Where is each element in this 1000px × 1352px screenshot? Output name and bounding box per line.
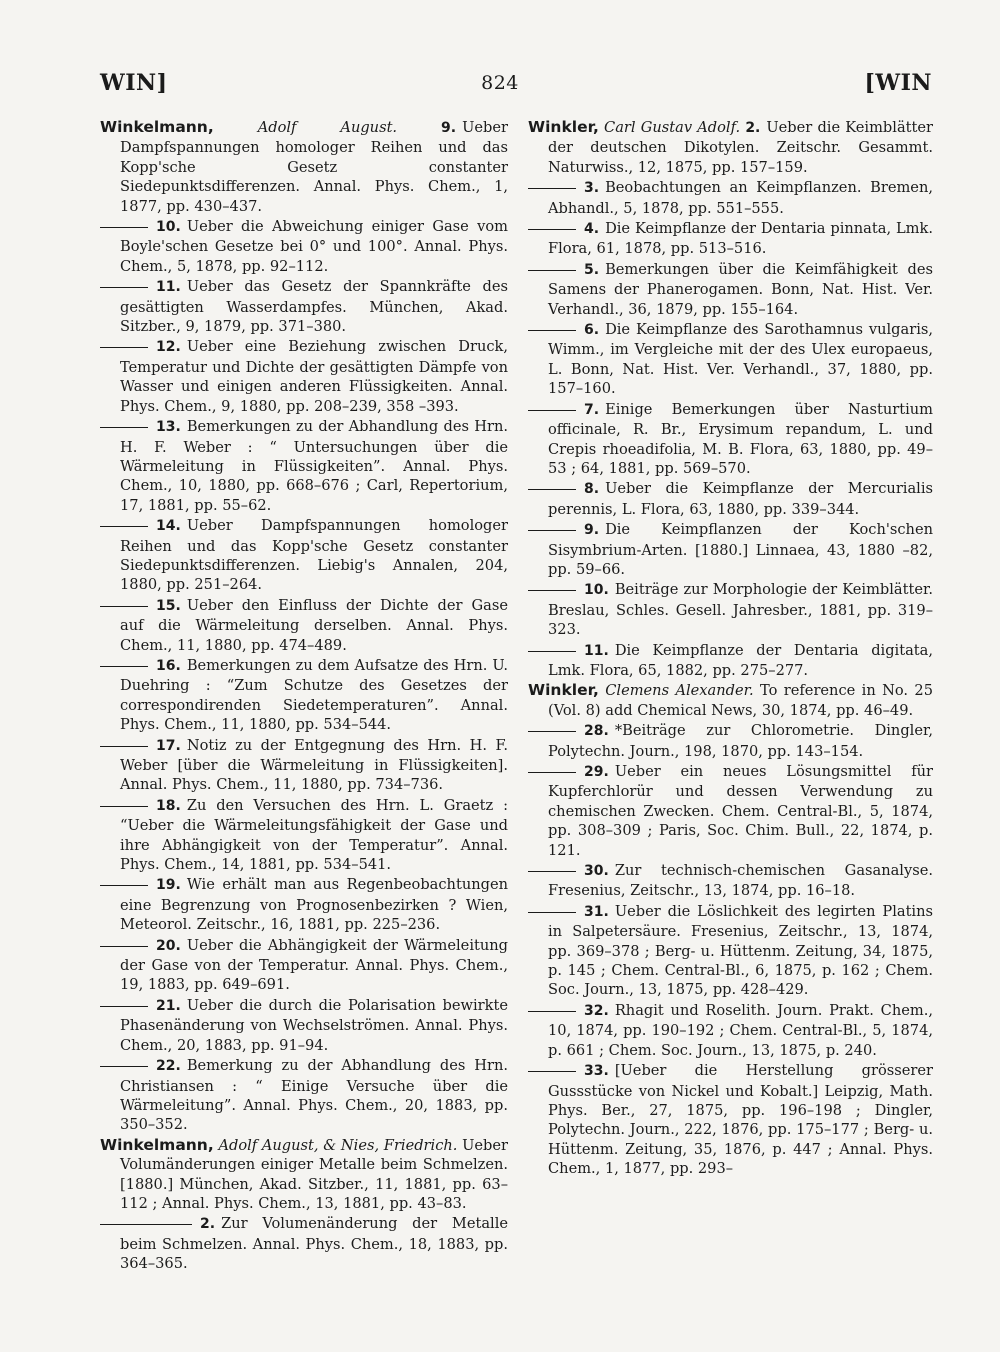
entry-text: Wie erhält man aus Regenbeobachtungen eine Begrenzung von Prognosenbezirken ? Wien, Meteorol. Zeitschr., 16, 1881, pp. 225–236. — [120, 876, 508, 934]
entry-text: Ueber Dampfspannungen homologer Reihen und das Kopp'sche Gesetz constanter Siedepunktsdifferenzen. Liebig's Annalen, 204, 1880, pp. 251–264. — [120, 517, 508, 594]
entry-text: Ueber das Gesetz der Spannkräfte des gesättigten Wasserdampfes. München, Akad. Sitzber., 9, 1879, pp. 371–380. — [120, 278, 508, 336]
sub-entry — [100, 796, 508, 875]
entry-text: Zu den Versuchen des Hrn. L. Graetz : “Ueber die Wärmeleitungsfähigkeit der Gase und ihre Abhängigkeit von der Temperatur”. Annal. Phys. Chem., 14, 1881, pp. 534–541. — [120, 796, 508, 874]
entry-text: Bemerkungen zu dem Aufsatze des Hrn. U. Duehring : “Zum Schutze des Gesetzes der correspondirenden Siedetemperaturen”. Annal. Phys. Chem., 11, 1880, pp. 534–544. — [120, 656, 508, 734]
sub-entry — [528, 320, 933, 399]
entry-text: Zur Volumenänderung der Metalle beim Schmelzen. Annal. Phys. Chem., 18, 1883, pp. 364–365. — [120, 1215, 508, 1273]
entry-number: 16. — [156, 657, 181, 674]
sub-entry — [100, 656, 508, 735]
entry-number: 11. — [156, 279, 181, 296]
author-name: Winkelmann, — [100, 1135, 214, 1154]
entry-number: 7. — [584, 401, 600, 418]
sub-entry — [528, 721, 933, 761]
sub-entry — [100, 277, 508, 336]
sub-entry — [528, 479, 933, 519]
sub-entry — [100, 736, 508, 795]
running-head-left: WIN] — [100, 70, 168, 96]
sub-entry — [100, 217, 508, 276]
sub-entry — [528, 260, 933, 319]
author-entry — [528, 681, 933, 720]
entry-text: Zur technisch-chemischen Gasanalyse. Fresenius, Zeitschr., 13, 1874, pp. 16–18. — [548, 862, 933, 900]
entry-text: Ueber die Abhängigkeit der Wärmeleitung der Gase von der Temperatur. Annal. Phys. Chem., 19, 1883, pp. 649–691. — [120, 936, 508, 994]
entry-number: 30. — [584, 863, 609, 880]
author-name: Winkelmann, — [100, 118, 214, 136]
entry-number: 2. — [200, 1216, 216, 1233]
entry-number: 3. — [584, 180, 600, 197]
entry-text: Notiz zu der Entgegnung des Hrn. H. F. Weber [über die Wärmeleitung in Flüssigkeiten]. Annal. Phys. Chem., 11, 1880, pp. 734–736. — [120, 736, 508, 794]
entry-number: 28. — [584, 723, 609, 740]
author-name: Winkler, — [528, 118, 599, 136]
author-entry — [100, 1136, 508, 1214]
entry-text: [Ueber die Herstellung grösserer Gussstücke von Nickel und Kobalt.] Leipzig, Math. Phys. Ber., 27, 1875, pp. 196–198 ; Dingler, Polytechn. Journ., 222, 1876, pp. 175–177 ; Berg- u. Hüttenm. Zeitung, 35, 1876, p. 447 ; Annal. Phys. Chem., 1, 1877, pp. 293– — [548, 1062, 933, 1178]
entry-text: Die Keimpflanze der Dentaria digitata, Lmk. Flora, 65, 1882, pp. 275–277. — [548, 641, 933, 679]
entry-text: Ueber die durch die Polarisation bewirkte Phasenänderung von Wechselströmen. Annal. Phys. Chem., 20, 1883, pp. 91–94. — [120, 996, 508, 1054]
sub-entry — [528, 861, 933, 901]
entry-text: Bemerkungen über die Keimfähigkeit des Samens der Phanerogamen. Bonn, Nat. Hist. Ver. Verhandl., 36, 1879, pp. 155–164. — [548, 260, 933, 318]
entry-text: Ueber Volumänderungen einiger Metalle beim Schmelzen. [1880.] München, Akad. Sitzber., 11, 1881, pp. 63–112 ; Annal. Phys. Chem., 13, 1881, pp. 43–83. — [120, 1136, 509, 1212]
author-entry — [100, 118, 508, 216]
sub-entry — [100, 1214, 508, 1273]
left-column — [100, 118, 508, 1275]
author-name: Winkler, — [528, 681, 599, 700]
entry-number: 21. — [156, 997, 181, 1014]
sub-entry — [528, 1001, 933, 1060]
entry-text: Ueber den Einfluss der Dichte der Gase auf die Wärmeleitung derselben. Annal. Phys. Chem., 11, 1880, pp. 474–489. — [120, 596, 508, 654]
entry-text: Bemerkung zu der Abhandlung des Hrn. Christiansen : “ Einige Versuche über die Wärmeleitung”. Annal. Phys. Chem., 20, 1883, pp. 350–352. — [120, 1057, 508, 1134]
entry-text: Die Keimpflanze der Dentaria pinnata, Lmk. Flora, 61, 1878, pp. 513–516. — [548, 220, 933, 258]
sub-entry — [528, 641, 933, 681]
sub-entry — [100, 996, 508, 1055]
author-given-names: Clemens Alexander. — [605, 682, 754, 700]
entry-text: Beobachtungen an Keimpflanzen. Bremen, Abhandl., 5, 1878, pp. 551–555. — [548, 179, 933, 217]
sub-entry — [100, 516, 508, 595]
entry-text: Ueber die Keimpflanze der Mercurialis perennis, L. Flora, 63, 1880, pp. 339–344. — [548, 480, 933, 518]
entry-text: Die Keimpflanzen der Koch'schen Sisymbrium-Arten. [1880.] Linnaea, 43, 1880 –82, pp. 59–66. — [548, 521, 933, 578]
entry-text: Ueber ein neues Lösungsmittel für Kupferchlorür und dessen Verwendung zu chemischen Zwecken. Chem. Central-Bl., 5, 1874, pp. 308–309 ; Paris, Soc. Chim. Bull., 22, 1874, p. 121. — [548, 763, 933, 859]
entry-number: 19. — [156, 877, 181, 894]
entry-number: 14. — [156, 518, 181, 535]
sub-entry — [528, 1061, 933, 1178]
entry-number: 12. — [156, 339, 181, 356]
entry-text: Ueber eine Beziehung zwischen Druck, Temperatur und Dichte der gesättigten Dämpfe von Wasser und einigen anderen Flüssigkeiten. Annal. Phys. Chem., 9, 1880, pp. 208–239, 358 –393. — [120, 338, 508, 415]
entry-text: Beiträge zur Morphologie der Keimblätter. Breslau, Schles. Gesell. Jahresber., 1881, pp. 319–323. — [548, 581, 933, 639]
entry-number: 22. — [156, 1058, 181, 1075]
entry-number: 15. — [156, 597, 181, 614]
sub-entry — [100, 596, 508, 655]
page-number: 824 — [481, 72, 519, 94]
entry-text: Einige Bemerkungen über Nasturtium officinale, R. Br., Erysimum repandum, L. und Crepis rhoeadifolia, M. B. Flora, 63, 1880, pp. 49–53 ; 64, 1881, pp. 569–570. — [548, 400, 933, 477]
entry-text: Ueber Dampfspannungen homologer Reihen und das Kopp'sche Gesetz constanter Siedepunktsdifferenzen. Annal. Phys. Chem., 1, 1877, pp. 430–437. — [120, 119, 508, 215]
entry-number: 4. — [584, 221, 600, 238]
running-head-right: [WIN — [864, 70, 932, 96]
sub-entry — [100, 936, 508, 995]
entry-text: To reference in No. 25 (Vol. 8) add Chemical News, 30, 1874, pp. 46–49. — [548, 682, 933, 719]
right-column — [528, 118, 933, 1180]
entry-number: 10. — [584, 582, 609, 599]
sub-entry — [528, 219, 933, 259]
sub-entry — [528, 520, 933, 579]
entry-number: 10. — [156, 219, 181, 236]
entry-text: Ueber die Löslichkeit des legirten Platins in Salpetersäure. Fresenius, Zeitschr., 13, 1874, pp. 369–378 ; Berg- u. Hüttenm. Zeitung, 34, 1875, p. 145 ; Chem. Central-Bl., 6, 1875, p. 162 ; Chem. Soc. Journ., 13, 1875, pp. 428–429. — [548, 902, 933, 999]
sub-entry — [100, 337, 508, 416]
entry-text: Ueber die Keimblätter der deutschen Dikotylen. Zeitschr. Gesammt. Naturwiss., 12, 1875, pp. 157–159. — [548, 119, 933, 176]
entry-text: Rhagit und Roselith. Journ. Prakt. Chem., 10, 1874, pp. 190–192 ; Chem. Central-Bl., 5, 1874, p. 661 ; Chem. Soc. Journ., 13, 1875, p. 240. — [548, 1001, 933, 1059]
entry-number: 8. — [584, 481, 600, 498]
entry-number: 6. — [584, 322, 600, 339]
entry-number: 9. — [441, 120, 457, 136]
entry-number: 33. — [584, 1063, 609, 1080]
entry-number: 32. — [584, 1002, 609, 1019]
entry-text: Bemerkungen zu der Abhandlung des Hrn. H. F. Weber : “ Untersuchungen über die Wärmeleitung in Flüssigkeiten”. Annal. Phys. Chem., 10, 1880, pp. 668–676 ; Carl, Repertorium, 17, 1881, pp. 55–62. — [120, 418, 508, 514]
author-given-names: Adolf August. — [257, 119, 398, 136]
entry-text: Ueber die Abweichung einiger Gase vom Boyle'schen Gesetze bei 0° und 100°. Annal. Phys. Chem., 5, 1878, pp. 92–112. — [120, 218, 508, 275]
entry-number: 11. — [584, 642, 609, 659]
sub-entry — [528, 762, 933, 860]
entry-number: 9. — [584, 522, 600, 539]
entry-text: Die Keimpflanze des Sarothamnus vulgaris, Wimm., im Vergleiche mit der des Ulex europaeus, L. Bonn, Nat. Hist. Ver. Verhandl., 37, 1880, pp. 157–160. — [548, 321, 933, 398]
sub-entry — [528, 400, 933, 479]
entry-number: 29. — [584, 764, 609, 780]
sub-entry — [528, 580, 933, 639]
sub-entry — [528, 178, 933, 218]
entry-number: 13. — [156, 419, 181, 436]
author-given-names: Carl Gustav Adolf. — [604, 119, 741, 136]
author-entry — [528, 118, 933, 177]
entry-number: 20. — [156, 937, 181, 954]
sub-entry — [100, 875, 508, 934]
entry-number: 17. — [156, 737, 181, 754]
entry-text: *Beiträge zur Chlorometrie. Dingler, Polytechn. Journ., 198, 1870, pp. 143–154. — [548, 722, 933, 760]
entry-number: 5. — [584, 261, 600, 278]
entry-number: 2. — [745, 120, 761, 136]
sub-entry — [100, 1056, 508, 1135]
sub-entry — [100, 417, 508, 515]
sub-entry — [528, 902, 933, 1000]
entry-number: 18. — [156, 797, 181, 814]
author-given-names: Adolf August, & Nies, Friedrich. — [218, 1136, 458, 1154]
entry-number: 31. — [584, 903, 609, 920]
